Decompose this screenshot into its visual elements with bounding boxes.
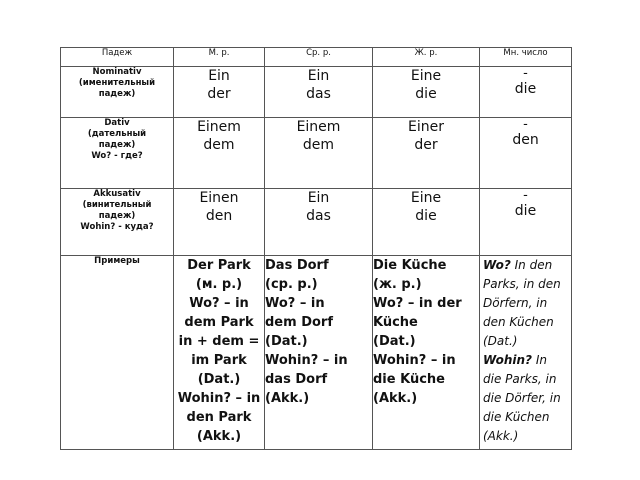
dativ-feminine	[373, 118, 480, 189]
example-line: (Akk.)	[373, 391, 418, 406]
example-line: in + dem =	[178, 334, 260, 349]
case-question: Wohin? - куда?	[80, 222, 154, 232]
header-masculine: М. р.	[174, 48, 265, 67]
nominativ-plural	[480, 67, 572, 118]
example-line	[483, 256, 571, 275]
example-text: In den	[514, 258, 553, 272]
indefinite-article: Ein	[307, 68, 330, 84]
example-line: (ж. р.)	[373, 277, 422, 292]
examples-feminine	[373, 256, 480, 450]
case-label-akkusativ	[61, 189, 174, 256]
example-line: dem Dorf	[265, 315, 333, 330]
indefinite-article: Einem	[197, 119, 241, 135]
indefinite-article: Ein	[307, 190, 330, 206]
example-line: den Küchen	[483, 315, 554, 329]
indefinite-article: -	[523, 66, 528, 81]
examples-masculine	[174, 256, 265, 450]
indefinite-article: Einen	[199, 190, 239, 206]
example-line: Wo? – in	[189, 296, 249, 311]
example-line: die Parks, in	[483, 372, 557, 386]
example-line	[483, 351, 571, 370]
nominativ-neuter	[265, 67, 373, 118]
example-line: (ср. р.)	[265, 277, 318, 292]
akkusativ-neuter	[265, 189, 373, 256]
example-line: Das Dorf	[265, 258, 329, 273]
nominativ-row	[61, 67, 572, 118]
akkusativ-feminine	[373, 189, 480, 256]
definite-article: den	[205, 208, 233, 224]
examples-row	[61, 256, 572, 450]
case-name: Nominativ	[92, 67, 142, 77]
indefinite-article: Eine	[410, 68, 442, 84]
indefinite-article: Ein	[208, 68, 230, 84]
akkusativ-row	[61, 189, 572, 256]
example-line: Küche	[373, 315, 418, 330]
indefinite-article: Einem	[296, 119, 341, 135]
definite-article: dem	[302, 137, 335, 153]
dativ-row	[61, 118, 572, 189]
indefinite-article: -	[523, 117, 528, 132]
examples-plural	[480, 256, 572, 450]
header-feminine: Ж. р.	[373, 48, 480, 67]
example-line: den Park	[186, 410, 252, 425]
example-line: dem Park	[184, 315, 254, 330]
dativ-neuter	[265, 118, 373, 189]
example-line: Die Küche	[373, 258, 447, 273]
case-question: Wo? - где?	[91, 151, 143, 161]
definite-article: das	[306, 86, 331, 102]
example-line: (Dat.)	[373, 334, 416, 349]
example-line: Wo? – in der	[373, 296, 462, 311]
example-line: das Dorf	[265, 372, 328, 387]
example-line: Wo? – in	[265, 296, 325, 311]
definite-article: dem	[203, 137, 235, 153]
example-line: (Dat.)	[197, 372, 241, 387]
example-line: (Akk.)	[196, 429, 242, 444]
case-translation: (дательный	[87, 129, 147, 139]
case-word: падеж)	[98, 89, 136, 99]
example-line: die Dörfer, in	[483, 391, 561, 405]
example-line: Wohin? – in	[265, 353, 348, 368]
example-text: In	[535, 353, 547, 367]
case-word: падеж)	[98, 140, 136, 150]
akkusativ-masculine	[174, 189, 265, 256]
definite-article: das	[306, 208, 331, 224]
question-word: Wo?	[483, 258, 511, 272]
case-translation: (винительный	[82, 200, 152, 210]
example-line: Wohin? – in	[177, 391, 261, 406]
example-line: (Dat.)	[265, 334, 308, 349]
grammar-table	[60, 47, 572, 450]
examples-label: Примеры	[61, 256, 174, 450]
header-case: Падеж	[61, 48, 174, 67]
case-translation: (именительный	[78, 78, 156, 88]
example-line: die Küche	[373, 372, 445, 387]
definite-article: den	[512, 132, 539, 148]
indefinite-article: Eine	[410, 190, 442, 206]
nominativ-feminine	[373, 67, 480, 118]
example-line: (м. р.)	[195, 277, 243, 292]
nominativ-masculine	[174, 67, 265, 118]
example-line: die Küchen	[483, 410, 550, 424]
question-word: Wohin?	[483, 353, 532, 367]
example-line: (Akk.)	[483, 429, 519, 443]
header-plural: Мн. число	[480, 48, 572, 67]
definite-article: die	[514, 81, 537, 97]
header-neuter: Ср. р.	[265, 48, 373, 67]
definite-article: der	[207, 86, 231, 102]
example-line: Wohin? – in	[373, 353, 456, 368]
example-line: Parks, in den	[483, 277, 561, 291]
dativ-masculine	[174, 118, 265, 189]
indefinite-article: -	[523, 188, 528, 203]
example-line: Dörfern, in	[483, 296, 548, 310]
akkusativ-plural	[480, 189, 572, 256]
header-row	[61, 48, 572, 67]
example-line: (Akk.)	[265, 391, 310, 406]
definite-article: die	[415, 208, 437, 224]
example-line: Der Park	[187, 258, 251, 273]
definite-article: die	[415, 86, 437, 102]
example-line: (Dat.)	[483, 334, 518, 348]
case-label-dativ	[61, 118, 174, 189]
case-word: падеж)	[98, 211, 136, 221]
case-label-nominativ	[61, 67, 174, 118]
example-line: im Park	[191, 353, 247, 368]
examples-neuter	[265, 256, 373, 450]
case-name: Dativ	[104, 118, 130, 128]
case-name: Akkusativ	[93, 189, 141, 199]
indefinite-article: Einer	[408, 119, 444, 135]
dativ-plural	[480, 118, 572, 189]
definite-article: der	[414, 137, 438, 153]
definite-article: die	[514, 203, 537, 219]
